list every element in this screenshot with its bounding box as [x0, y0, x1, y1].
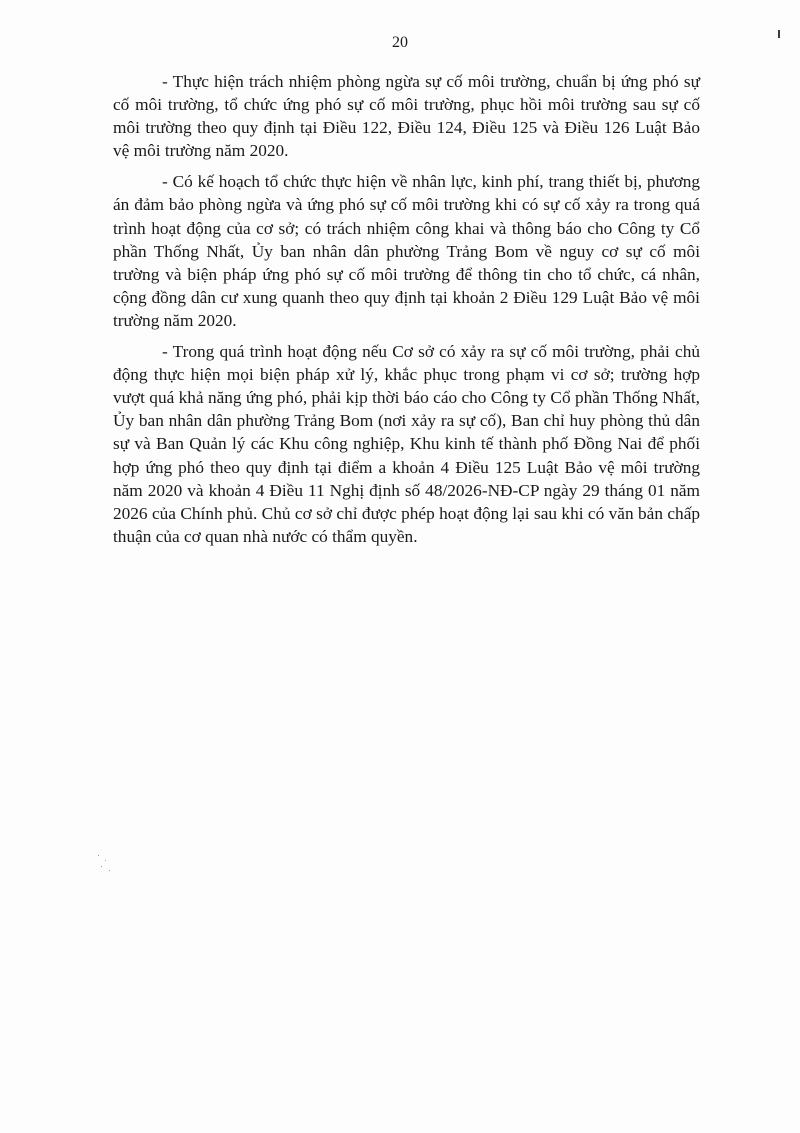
paragraph-incident-handling: - Trong quá trình hoạt động nếu Cơ sở có xảy ra sự cố môi trường, phải chủ động thực hiện mọi biện pháp xử lý, khắc phục trong phạm vi cơ sở; trường hợp vượt quá khả năng ứng phó, phải kịp thời báo cáo cho Công ty Cổ phần Thống Nhất, Ủy ban nhân dân phường Trảng Bom (nơi xảy ra sự cố), Ban chỉ huy phòng thủ dân sự và Ban Quản lý các Khu công nghiệp, Khu kinh tế thành phố Đồng Nai để phối hợp ứng phó theo quy định tại điểm a khoản 4 Điều 125 Luật Bảo vệ môi trường năm 2020 và khoản 4 Điều 11 Nghị định số 48/2026-NĐ-CP ngày 29 tháng 01 năm 2026 của Chính phủ. Chủ cơ sở chỉ được phép hoạt động lại sau khi có văn bản chấp thuận của cơ quan nhà nước có thẩm quyền.	[113, 342, 700, 546]
page-number: 20	[392, 34, 408, 51]
scan-artifact-dust	[96, 852, 114, 874]
paragraph-response-plan: - Có kế hoạch tổ chức thực hiện về nhân lực, kinh phí, trang thiết bị, phương án đảm bảo phòng ngừa và ứng phó sự cố môi trường khi có sự cố xảy ra trong quá trình hoạt động của cơ sở; có trách nhiệm công khai và thông báo cho Công ty Cổ phần Thống Nhất, Ủy ban nhân dân phường Trảng Bom về nguy cơ sự cố môi trường và biện pháp ứng phó sự cố môi trường để thông tin cho tổ chức, cá nhân, cộng đồng dân cư xung quanh theo quy định tại khoản 2 Điều 129 Luật Bảo vệ môi trường năm 2020.	[113, 172, 700, 330]
document-body	[113, 70, 700, 556]
paragraph-incident-prevention: - Thực hiện trách nhiệm phòng ngừa sự cố môi trường, chuẩn bị ứng phó sự cố môi trường, tổ chức ứng phó sự cố môi trường, phục hồi môi trường sau sự cố môi trường theo quy định tại Điều 122, Điều 124, Điều 125 và Điều 126 Luật Bảo vệ môi trường năm 2020.	[113, 72, 700, 161]
